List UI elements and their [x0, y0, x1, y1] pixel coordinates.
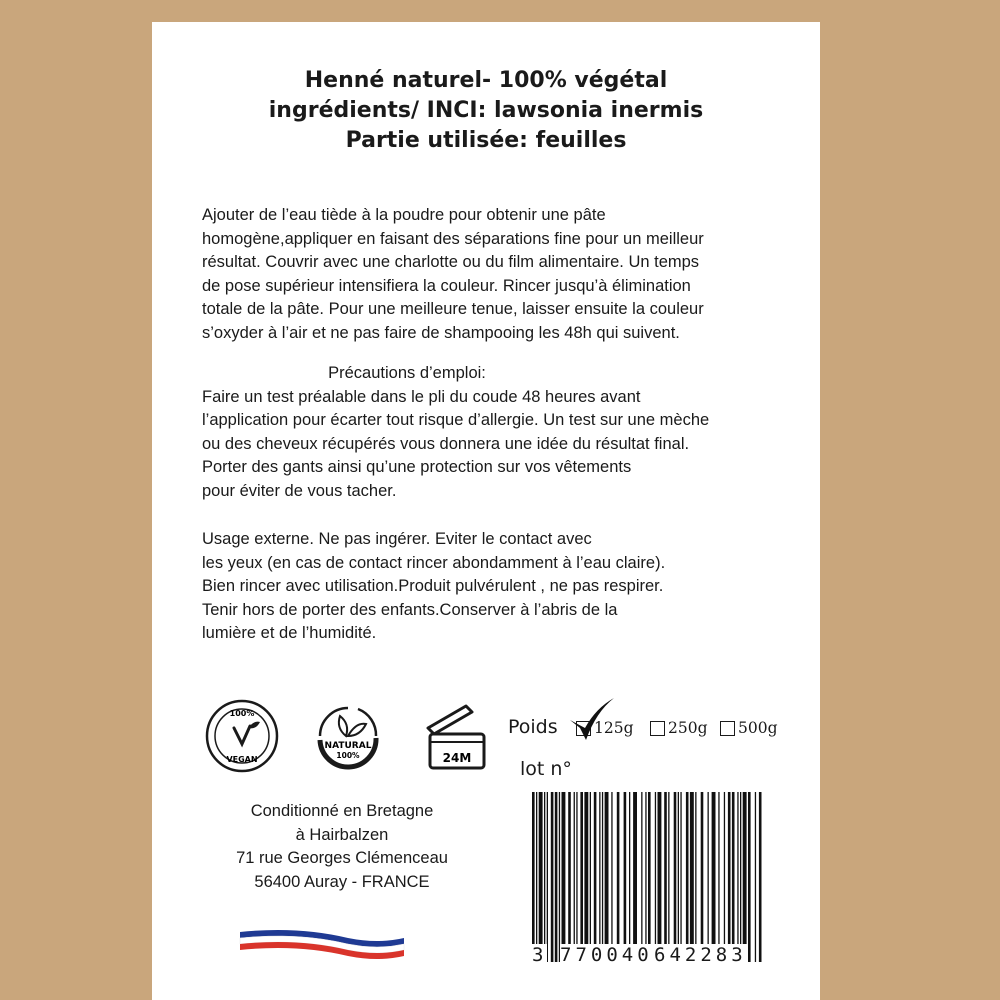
barcode-bar [617, 792, 620, 962]
barcode-bar [690, 792, 694, 962]
barcode-bar [748, 792, 751, 962]
barcode-digits-right: 642283 [654, 944, 747, 966]
barcode-bar [718, 792, 719, 962]
barcode-bar [755, 792, 756, 962]
barcode-bar [624, 792, 627, 962]
weight-250g-label: 250g [668, 719, 708, 737]
weight-option-250g[interactable] [650, 719, 708, 737]
text-line: Usage externe. Ne pas ingérer. Eviter le contact avec [202, 530, 592, 548]
product-title [152, 66, 820, 156]
text-line: Bien rincer avec utilisation.Produit pulvérulent , ne pas respirer. [202, 577, 664, 595]
barcode-digits-left: 770040 [560, 944, 653, 966]
barcode-bar [740, 792, 741, 962]
title-line-2: ingrédients/ INCI: lawsonia inermis [268, 98, 704, 123]
barcode-bar [562, 792, 566, 962]
barcode-bar [648, 792, 651, 962]
text-line: s’oxyder à l’air et ne pas faire de shampooing les 48h qui suivent. [202, 323, 680, 342]
barcode-bar [539, 792, 543, 962]
lot-label: lot n° [520, 758, 572, 780]
barcode-bar [576, 792, 577, 962]
barcode-bar [674, 792, 677, 962]
barcode-bar [536, 792, 537, 962]
barcode-bar [611, 792, 612, 962]
barcode-bar [547, 792, 548, 962]
weight-125g-label: 125g [594, 719, 634, 737]
barcode-bar [574, 792, 575, 962]
barcode-bar [686, 792, 689, 962]
text-line: homogène,appliquer en faisant des séparations fine pour un meilleur [202, 229, 704, 248]
vegan-icon [204, 698, 280, 774]
barcode-bar [655, 792, 656, 962]
text-line: résultat. Couvrir avec une charlotte ou du film alimentaire. Un temps [202, 253, 700, 271]
poids-label: Poids [508, 716, 558, 738]
barcode-bar [559, 792, 560, 962]
barcode-bar [645, 792, 646, 962]
precautions-heading: Précautions d’emploi: [328, 364, 486, 382]
barcode [530, 792, 766, 967]
barcode-bar [568, 792, 571, 962]
barcode-bar [695, 792, 696, 962]
address-line: 71 rue Georges Clémenceau [236, 849, 448, 867]
barcode-bar [664, 792, 667, 962]
instructions-paragraph [202, 204, 772, 345]
text-line: les yeux (en cas de contact rincer abondamment à l’eau claire). [202, 553, 666, 572]
barcode-bar [737, 792, 738, 962]
natural-percent-text: 100% [336, 751, 360, 760]
french-flag-icon [238, 928, 406, 968]
barcode-bar [590, 792, 591, 962]
usage-paragraph [202, 528, 772, 646]
barcode-bar [724, 792, 725, 962]
barcode-bar [599, 792, 600, 962]
text-line: Ajouter de l’eau tiède à la poudre pour obtenir une pâte [202, 206, 606, 224]
barcode-bar [551, 792, 554, 962]
weight-500g-label: 500g [738, 719, 778, 737]
barcode-bar [580, 792, 583, 962]
barcode-bar [680, 792, 681, 962]
title-line-3: Partie utilisée: feuilles [345, 128, 627, 153]
barcode-bar [743, 792, 747, 962]
barcode-bar [732, 792, 735, 962]
text-line: pour éviter de vous tacher. [202, 481, 397, 500]
barcode-bar [708, 792, 709, 962]
barcode-bar [633, 792, 637, 962]
precautions-paragraph [202, 362, 772, 503]
address-block [192, 800, 492, 894]
natural-icon [310, 698, 386, 774]
address-line: à Hairbalzen [295, 825, 389, 844]
barcode-bar [532, 792, 535, 962]
barcode-digit-first: 3 [532, 944, 548, 966]
barcode-bar [584, 792, 588, 962]
address-line: 56400 Auray - FRANCE [254, 872, 430, 891]
text-line: ou des cheveux récupérés vous donnera une idée du résultat final. [202, 434, 690, 453]
barcode-bar [602, 792, 603, 962]
barcode-bar [658, 792, 662, 962]
title-line-1: Henné naturel- 100% végétal [304, 68, 668, 93]
jar-24m-icon [422, 700, 502, 774]
checkbox-250g[interactable] [650, 721, 665, 736]
natural-text: NATURAL [324, 741, 372, 751]
barcode-bar [555, 792, 558, 962]
barcode-bar [594, 792, 597, 962]
barcode-bar [544, 792, 545, 962]
text-line: Tenir hors de porter des enfants.Conserver à l’abris de la [202, 600, 618, 619]
barcode-bar [678, 792, 679, 962]
text-line: totale de la pâte. Pour une meilleure tenue, laisser ensuite la couleur [202, 300, 704, 318]
text-line: l’application pour écarter tout risque d’allergie. Un test sur une mèche [202, 411, 710, 429]
barcode-bar [728, 792, 731, 962]
barcode-bar [629, 792, 630, 962]
text-line: de pose supérieur intensifiera la couleur. Rincer jusqu’à élimination [202, 276, 691, 295]
address-line: Conditionné en Bretagne [250, 802, 434, 820]
barcode-bar [712, 792, 716, 962]
barcode-bar [668, 792, 669, 962]
text-line: Porter des gants ainsi qu’une protection sur vos vêtements [202, 458, 632, 476]
vegan-top-text: 100% [229, 709, 255, 718]
text-line: Faire un test préalable dans le pli du coude 48 heures avant [202, 387, 641, 406]
barcode-bar [605, 792, 609, 962]
weight-option-500g[interactable] [720, 719, 778, 737]
barcode-bar [641, 792, 642, 962]
jar-text: 24M [442, 751, 472, 765]
barcode-bar [759, 792, 762, 962]
text-line: lumière et de l’humidité. [202, 624, 377, 642]
vegan-bottom-text: VEGAN [226, 755, 258, 764]
product-label [152, 22, 820, 1000]
checkmark-icon [566, 694, 618, 744]
checkbox-500g[interactable] [720, 721, 735, 736]
barcode-bar [701, 792, 704, 962]
